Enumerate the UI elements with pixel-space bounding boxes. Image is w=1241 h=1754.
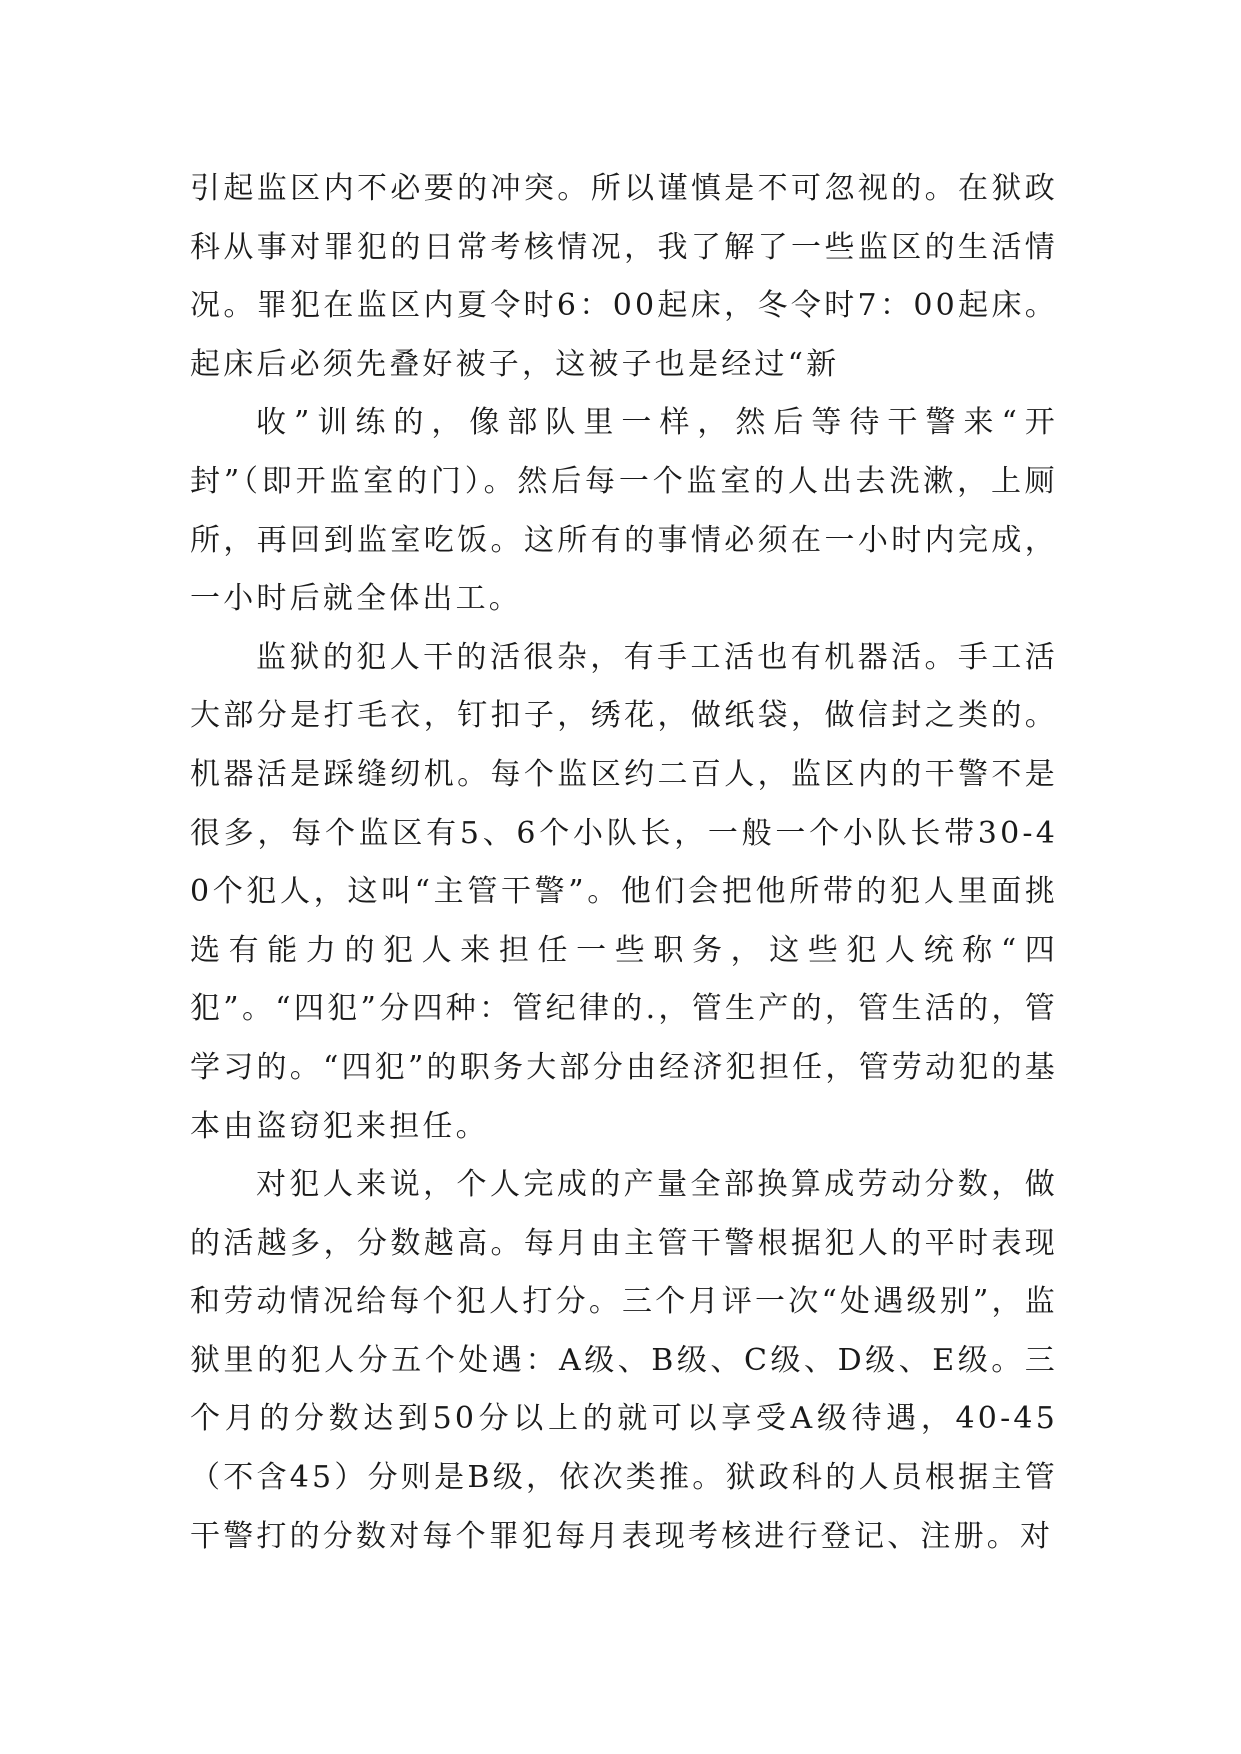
document-body — [190, 160, 1058, 1566]
paragraph-4: 对犯人来说，个人完成的产量全部换算成劳动分数，做的活越多，分数越高。每月由主管干警根据犯人的平时表现和劳动情况给每个犯人打分。三个月评一次“处遇级别”，监狱里的犯人分五个处遇：A级、B级、C级、D级、E级。三个月的分数达到50分以上的就可以享受A级待遇，40-45（不含45）分则是B级，依次类推。狱政科的人员根据主管干警打的分数对每个罪犯每月表现考核进行登记、注册。对 — [190, 1167, 1058, 1554]
paragraph-1: 引起监区内不必要的冲突。所以谨慎是不可忽视的。在狱政科从事对罪犯的日常考核情况，我了解了一些监区的生活情况。罪犯在监区内夏令时6：00起床，冬令时7：00起床。起床后必须先叠好被子，这被子也是经过“新 — [190, 171, 1058, 382]
paragraph-3: 监狱的犯人干的活很杂，有手工活也有机器活。手工活大部分是打毛衣，钉扣子，绣花，做纸袋，做信封之类的。机器活是踩缝纫机。每个监区约二百人，监区内的干警不是很多，每个监区有5、6个小队长，一般一个小队长带30-40个犯人，这叫“主管干警”。他们会把他所带的犯人里面挑选有能力的犯人来担任一些职务，这些犯人统称“四犯”。“四犯”分四种：管纪律的.，管生产的，管生活的，管学习的。“四犯”的职务大部分由经济犯担任，管劳动犯的基本由盗窃犯来担任。 — [190, 639, 1058, 1144]
paragraph-2: 收”训练的，像部队里一样，然后等待干警来“开封”（即开监室的门）。然后每一个监室的人出去洗漱，上厕所，再回到监室吃饭。这所有的事情必须在一小时内完成，一小时后就全体出工。 — [190, 405, 1058, 617]
